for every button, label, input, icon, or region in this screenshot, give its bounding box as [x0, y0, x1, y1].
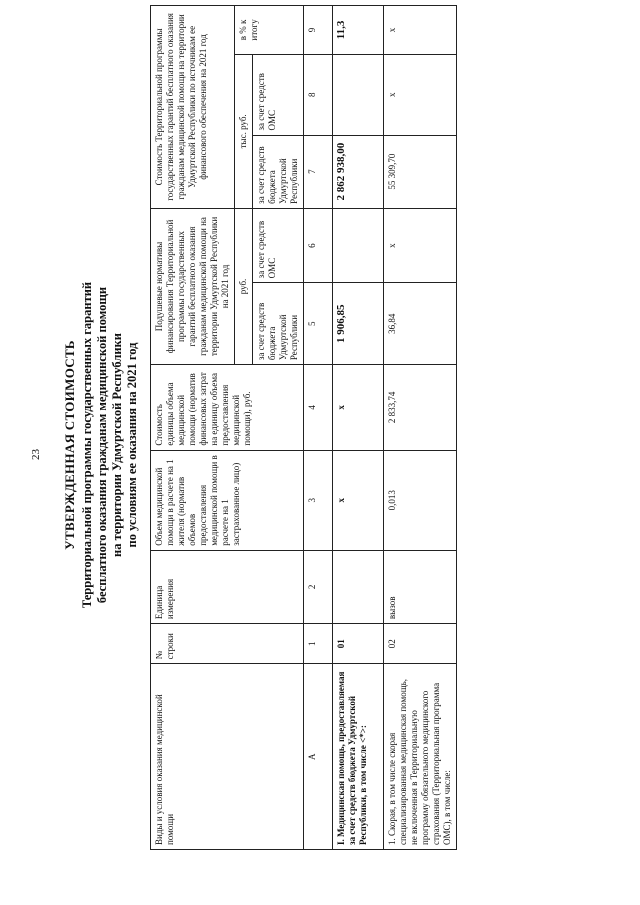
title-line: по условиям ее оказания на 2021 год	[125, 342, 139, 548]
header-budget-2: за счет средств бюджета Удмуртской Республики	[253, 135, 304, 208]
column-numbers-row	[304, 6, 333, 850]
title-line: бесплатного оказания гражданам медицинской помощи	[95, 286, 109, 604]
row-percent: х	[384, 6, 457, 55]
header-program-cost: Стоимость Территориальной программы государственных гарантий бесплатного оказания гражданам медицинской помощи на территории Удмуртской Республики по источникам ее финансового обеспечения на 2021 год	[151, 6, 235, 209]
row-cost-budget: 2 862 938,00	[333, 135, 384, 208]
header-cost: Стоимость единицы объема медицинской помощи (норматив финансовых затрат на единицу объема предоставления медицинской помощи), руб.	[151, 365, 304, 450]
col-number: 1	[304, 624, 333, 664]
header-thous-rub: тыс. руб.	[235, 54, 253, 208]
table-row	[333, 6, 384, 850]
row-cost-budget: 55 309,70	[384, 135, 457, 208]
header-types: Виды и условия оказания медицинской помощи	[151, 664, 304, 850]
row-no: 02	[384, 624, 457, 664]
row-name: I. Медицинская помощь, предоставляемая за счет средств бюджета Удмуртской Республики, в том числе <*>:	[333, 664, 384, 850]
row-percent: 11,3	[333, 6, 384, 55]
col-number: 6	[304, 208, 333, 283]
row-name: 1. Скорая, в том числе скорая специализированная медицинская помощь, не включенная в Территориальную программу обязательного медицинского страхования (Территориальная программа ОМС), в том числе:	[384, 664, 457, 850]
header-budget: за счет средств бюджета Удмуртской Республики	[253, 283, 304, 365]
row-cost-oms	[333, 54, 384, 135]
cost-table	[150, 5, 457, 850]
col-number: 5	[304, 283, 333, 365]
col-number: 8	[304, 54, 333, 135]
header-volume: Объем медицинской помощи в расчете на 1 жителя (норматив объемов предоставления медицинской помощи в расчете на 1 застрахованное лицо)	[151, 450, 304, 550]
row-cost-oms: х	[384, 54, 457, 135]
col-number: А	[304, 664, 333, 850]
title-main: УТВЕРЖДЕННАЯ СТОИМОСТЬ	[62, 340, 77, 550]
row-no: 01	[333, 624, 384, 664]
row-norm-oms: х	[384, 208, 457, 283]
row-volume: х	[333, 450, 384, 550]
title-subtitle	[80, 125, 140, 765]
col-number: 3	[304, 450, 333, 550]
row-volume: 0,013	[384, 450, 457, 550]
row-cost: х	[333, 365, 384, 450]
row-norm-budget: 1 906,85	[333, 283, 384, 365]
page-number: 23	[30, 449, 42, 460]
title-line: Территориальной программы государственных гарантий	[80, 281, 94, 609]
header-unit: Единица измерения	[151, 550, 304, 623]
col-number: 7	[304, 135, 333, 208]
header-percent: в % к итогу	[235, 6, 304, 55]
col-number: 9	[304, 6, 333, 55]
table-row	[384, 6, 457, 850]
header-normatives: Подушевые нормативы финансирования Территориальной программы государственных гарантий бесплатного оказания гражданам медицинской помощи на территории Удмуртской Республики на 2021 год	[151, 208, 235, 364]
header-oms: за счет средств ОМС	[253, 208, 304, 283]
title-line: на территории Удмуртской Республики	[110, 333, 124, 557]
col-number: 2	[304, 550, 333, 623]
row-unit: вызов	[384, 550, 457, 623]
row-norm-budget: 36,84	[384, 283, 457, 365]
header-rub: руб.	[235, 208, 253, 364]
header-row-no: № строки	[151, 624, 304, 664]
header-oms-2: за счет средств ОМС	[253, 54, 304, 135]
row-cost: 2 833,74	[384, 365, 457, 450]
col-number: 4	[304, 365, 333, 450]
row-norm-oms	[333, 208, 384, 283]
row-unit	[333, 550, 384, 623]
